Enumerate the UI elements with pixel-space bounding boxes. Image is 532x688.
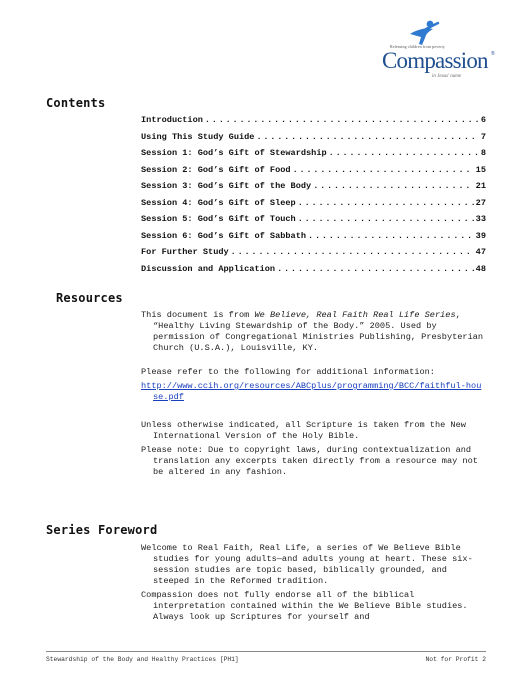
toc-leader-dots [277,264,474,274]
copyright-note: Please note: Due to copyright laws, during contextualization and translation any excerpts taken directly from a resource may not be altered in any fashion. [141,445,478,477]
toc-entry-title: For Further Study [141,247,229,257]
toc-entry-page: 21 [475,181,486,191]
toc-entry-title: Session 2: God’s Gift of Food [141,164,291,175]
toc-entry[interactable] [141,264,486,281]
source-title: We Believe, Real Faith Real Life Series [254,310,456,320]
toc-leader-dots [298,198,474,208]
logo-subline: in Jesus' name [432,74,462,79]
toc-entry-page: 6 [480,115,486,125]
toc-entry-title: Session 4: God’s Gift of Sleep [141,197,296,208]
toc-entry[interactable] [141,165,486,182]
scripture-note: Unless otherwise indicated, all Scripture is taken from the New International Version of the Holy Bible. [141,420,466,441]
toc-entry-page: 8 [480,148,486,158]
toc-entry-title: Session 3: God’s Gift of the Body [141,181,312,191]
toc-leader-dots [298,214,474,224]
toc-entry-title: Session 5: God’s Gift of Touch [141,214,296,224]
toc-leader-dots [256,132,478,142]
toc-entry-title: Introduction [141,115,203,125]
toc-entry-page: 48 [475,263,486,274]
refer-text: Please refer to the following for additional information: [141,367,435,377]
toc-leader-dots [313,181,473,191]
toc-leader-dots [308,231,474,241]
toc-entry-page: 47 [475,247,486,257]
toc-entry-title: Discussion and Application [141,263,276,274]
toc-leader-dots [205,115,479,125]
toc-leader-dots [329,148,479,158]
toc-entry[interactable] [141,181,486,198]
toc-entry-title: Session 1: God’s Gift of Stewardship [141,148,327,158]
compassion-logo [378,20,496,79]
table-of-contents [141,115,486,280]
toc-entry-title: Session 6: God’s Gift of Sabbath [141,230,307,241]
toc-entry-title: Using This Study Guide [141,131,255,142]
toc-entry[interactable] [141,115,486,132]
resources-heading: Resources [56,291,123,305]
toc-entry-page: 39 [475,230,486,241]
toc-entry[interactable] [141,132,486,149]
toc-entry[interactable] [141,148,486,165]
toc-entry-page: 33 [475,214,486,224]
source-prefix: This document is from [141,310,255,320]
person-figure-icon [406,20,440,46]
toc-entry-page: 15 [475,164,486,175]
toc-entry-page: 7 [480,131,486,142]
footer-document-title: Stewardship of the Body and Healthy Practices [PH1] [46,656,239,663]
toc-leader-dots [293,165,474,175]
contents-heading: Contents [46,96,106,110]
toc-entry[interactable] [141,247,486,264]
source-citation [141,310,486,354]
toc-entry-page: 27 [475,197,486,208]
toc-entry[interactable] [141,214,486,231]
series-foreword-heading: Series Foreword [46,523,158,537]
source-details: , “Healthy Living Stewardship of the Body.” 2005. Used by permission of Congregational Ministries Publishing, Presbyterian Church (U.S.A.), Louisville, KY. [153,310,484,353]
foreword-paragraph-1: Welcome to Real Faith, Real Life, a series of We Believe Bible studies for young adults—and adults young at heart. These six-session studies are topic based, biblically grounded, and steeped in the Reformed tradition. [141,543,473,586]
toc-entry[interactable] [141,198,486,215]
page-footer [46,651,486,663]
toc-entry[interactable] [141,231,486,248]
toc-leader-dots [231,247,474,257]
registered-mark: ® [491,51,495,57]
logo-wordmark: Compassion [382,48,488,73]
foreword-paragraph-2: Compassion does not fully endorse all of the biblical interpretation contained within the We Believe Bible studies. Always look up Scriptures for yourself and [141,590,468,622]
logo-tagline: Releasing children from poverty [390,44,445,49]
footer-page-info: Not for Profit 2 [425,656,486,663]
resource-link-paragraph [141,381,486,403]
resource-link[interactable]: http://www.ccih.org/resources/ABCplus/programming/BCC/faithful-house.pdf [141,381,482,402]
